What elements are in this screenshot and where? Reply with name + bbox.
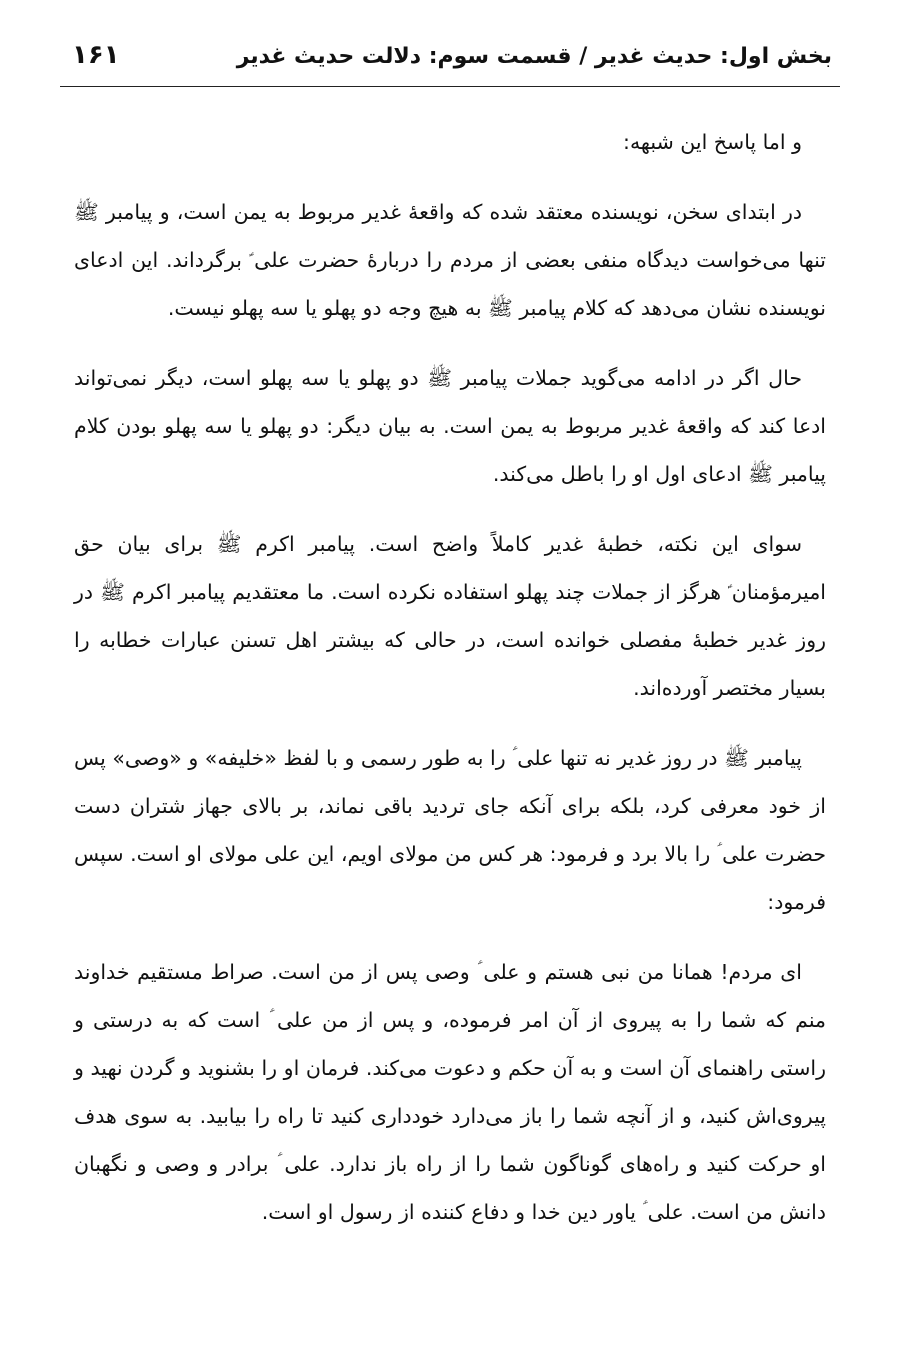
paragraph: در ابتدای سخن، نویسنده معتقد شده که واقعهٔ غدیر مربوط به یمن است، و پیامبر ﷺ تنها می‌خواست دیدگاه منفی بعضی از مردم را دربارهٔ حضرت علی ؑ برگرداند. این ادعای نویسنده نشان می‌دهد که کلام پیامبر ﷺ به هیچ وجه دو پهلو یا سه پهلو نیست. — [74, 200, 826, 320]
paragraph: پیامبر ﷺ در روز غدیر نه تنها علی ؑ را به طور رسمی و با لفظ «خلیفه» و «وصی» پس از خود معرفی کرد، بلکه برای آنکه جای تردید باقی نماند، بر بالای جهاز شتران دست حضرت علی ؑ را بالا برد و فرمود: هر کس من مولای اویم، این علی مولای او است. سپس فرمود: — [74, 746, 826, 914]
running-head: بخش اول: حدیث غدیر / قسمت سوم: دلالت حدیث غدیر — [236, 44, 832, 69]
page-number: ۱۶۱ — [72, 40, 120, 70]
paragraph-quote: ای مردم! همانا من نبی هستم و علی ؑ وصی پس از من است. صراط مستقیم خداوند منم که شما را به پیروی از آن امر فرموده، و پس از من علی ؑ است که به درستی و راستی راهنمای آن است و به آن حکم و دعوت می‌کند. فرمان او را بشنوید و گردن نهید و پیروی‌اش کنید، و از آنچه شما را باز می‌دارد خودداری کنید تا راه را بیابید. به سوی هدف او حرکت کنید و راه‌های گوناگون شما را از راه باز ندارد. علی ؑ برادر و وصی و نگهبان دانش من است. علی ؑ یاور دین خدا و دفاع کننده از رسول او است. — [74, 960, 826, 1224]
page-body — [74, 118, 826, 1258]
paragraph: سوای این نکته، خطبهٔ غدیر کاملاً واضح است. پیامبر اکرم ﷺ برای بیان حق امیرمؤمنان ؑ هرگز از جملات چند پهلو استفاده نکرده است. ما معتقدیم پیامبر اکرم ﷺ در روز غدیر خطبهٔ مفصلی خوانده است، در حالی که بیشتر اهل تسنن عبارات خطابه را بسیار مختصر آورده‌اند. — [74, 532, 826, 700]
paragraph: حال اگر در ادامه می‌گوید جملات پیامبر ﷺ دو پهلو یا سه پهلو است، دیگر نمی‌تواند ادعا کند که واقعهٔ غدیر مربوط به یمن است. به بیان دیگر: دو پهلو یا سه پهلو بودن کلام پیامبر ﷺ ادعای اول او را باطل می‌کند. — [74, 366, 826, 486]
paragraph-intro: و اما پاسخ این شبهه: — [623, 130, 802, 154]
page-header — [60, 34, 840, 87]
